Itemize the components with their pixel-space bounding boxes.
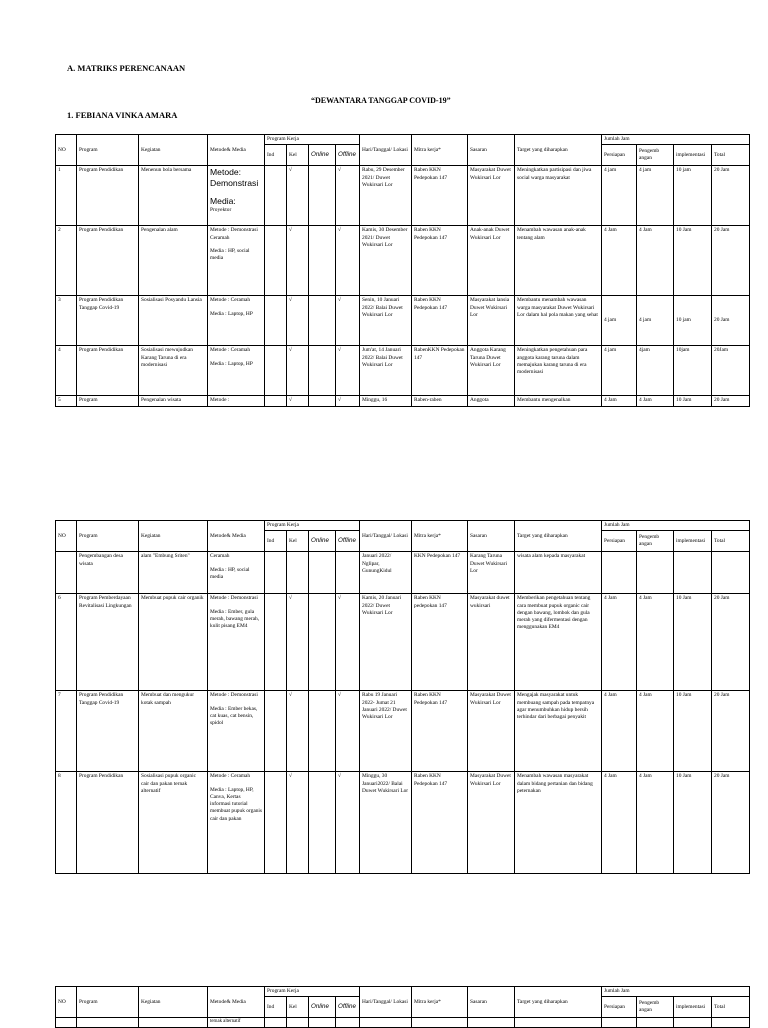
cell-offline: √: [336, 594, 360, 691]
metode-text: Metode : Demonstrasi: [210, 595, 258, 602]
cell-total: 20 Jam: [712, 166, 750, 226]
header-program-kerja: Program Kerja: [265, 135, 360, 145]
cell-sasaran: Anggota: [468, 396, 515, 407]
header-no: NO: [56, 521, 77, 552]
header-kel: Kel: [287, 145, 309, 166]
cell-total: 20 Jam: [712, 594, 750, 691]
cell-implementasi: 10 Jam: [674, 772, 712, 874]
cell-offline: √: [336, 296, 360, 346]
header-pengembangan: Pengemb angan: [637, 531, 674, 552]
cell-mitra: Raben KKN Pedepokan 147: [412, 166, 468, 226]
cell-no: 3: [56, 296, 77, 346]
cell-implementasi: [674, 552, 712, 594]
cell-sasaran: Karang Taruna Duwet Wukirsari Lor: [468, 552, 515, 594]
cell-sasaran: Anggota Karang Taruna Duwet Wukirsari Lor: [468, 346, 515, 396]
media-detail: Proyektor: [210, 206, 232, 213]
cell-kel: √: [287, 691, 309, 772]
cell-online: [309, 296, 336, 346]
cell-persiapan: 4 Jam: [602, 594, 637, 691]
cell-metode: [208, 346, 265, 396]
cell-total: 20 Jam: [712, 396, 750, 407]
metode-text: Metode : Ceramah: [210, 297, 251, 304]
cell-ind: [265, 552, 287, 594]
header-program: Program: [77, 521, 139, 552]
cell-kel: √: [287, 296, 309, 346]
cell-target: Meningkatkan pengetahuan para anggota karang taruna dalam memajukan karang taruna di era modernisasi: [515, 346, 602, 396]
header-hari: Hari/Tanggal/ Lokasi: [360, 135, 412, 166]
cell-kegiatan: Membuat pupuk cair organik: [139, 594, 208, 691]
header-total: Total: [712, 531, 750, 552]
cell-mitra: Raben-raben: [412, 396, 468, 407]
cell-no: 4: [56, 346, 77, 396]
cell-kegiatan: Sosialisasi mewujudkan Karang Taruna di era modernisasi: [139, 346, 208, 396]
cell-online: [309, 396, 336, 407]
cell-target: Menambah wawasan anak-anak tentang alam: [515, 226, 602, 296]
cell-ind: [265, 346, 287, 396]
header-hari: Hari/Tanggal/ Lokasi: [360, 987, 412, 1018]
cell-mitra: KKN Pedepokan 147: [412, 552, 468, 594]
cell-pengembangan: 4 Jam: [637, 772, 674, 874]
cell-ind: [265, 594, 287, 691]
cell-total: [712, 552, 750, 594]
cell-hari: Kamis, 20 Januari 2022/ Duwet Wukirsari Lor: [360, 594, 412, 691]
cell-program: Program Pendidikan: [77, 772, 139, 874]
media-text: Media : Laptop, HP, Canva, Kertas informasi tutorial membuat pupuk organis cair dan pakan: [210, 786, 263, 822]
cell-persiapan: 4 jam: [602, 346, 637, 396]
cell-program: Program Pendidikan Tanggap Covid-19: [77, 296, 139, 346]
cell-mitra: Raben KKN Pedepokan 147: [412, 226, 468, 296]
header-metode: Metode& Media: [208, 521, 265, 552]
cell-target: Membantu menambah wawasan warga masyarakat Duwet Wukirsari Lor dalam hal pola makan yang sehat: [515, 296, 602, 346]
header-kegiatan: Kegiatan: [139, 135, 208, 166]
cell-implementasi: 10 Jam: [674, 594, 712, 691]
cell-target: wisata alam kepada masyarakat: [515, 552, 602, 594]
cell-metode: [208, 296, 265, 346]
header-total: Total: [712, 997, 750, 1018]
header-ind: Ind: [265, 997, 287, 1018]
header-online: Online: [309, 997, 336, 1018]
header-metode: Metode& Media: [208, 987, 265, 1018]
cell-total: 20Jam: [712, 346, 750, 396]
cell-online: [309, 772, 336, 874]
cell-kegiatan: Pengenalan wisata: [139, 396, 208, 407]
media-text: Media : Laptop, HP: [210, 360, 253, 367]
metode-text: Metode : Ceramah: [210, 773, 251, 780]
cell-online: [309, 346, 336, 396]
cell-pengembangan: 4 Jam: [637, 691, 674, 772]
cell-online: [309, 691, 336, 772]
cell-kegiatan: Membuat dan mengukur kotak sampah: [139, 691, 208, 772]
cell-program: Pengembangan desa wisata: [77, 552, 139, 594]
cell-mitra: Raben KKN Pedepokan 147: [412, 691, 468, 772]
cell-persiapan: 4 jam: [602, 166, 637, 226]
cell-total: 20 Jam: [712, 691, 750, 772]
table-row: [56, 226, 750, 296]
header-online: Online: [309, 531, 336, 552]
cell-hari: Senin, 10 Januari 2022/ Balai Duwet Wukirsari Lor: [360, 296, 412, 346]
cell-metode: [208, 166, 265, 226]
person-heading: 1. FEBIANA VINKA AMARA: [67, 110, 178, 120]
cell-offline: √: [336, 691, 360, 772]
cell-total: 20 Jam: [712, 772, 750, 874]
cell-pengembangan: 4 Jam: [637, 594, 674, 691]
cell-program: Program Pemberdayaan Revitalisasi Lingkungan: [77, 594, 139, 691]
header-kegiatan: Kegiatan: [139, 987, 208, 1018]
cell-kel: √: [287, 166, 309, 226]
header-online: Online: [309, 145, 336, 166]
cell-program: Program: [77, 396, 139, 407]
cell-kel: √: [287, 772, 309, 874]
cell-no: 7: [56, 691, 77, 772]
cell-sasaran: Masyarakat Duwet Wukirsari Lor: [468, 691, 515, 772]
cell-hari: Rabu, 29 Desember 2021/ Duwet Wukirsari Lor: [360, 166, 412, 226]
cell-persiapan: 4 Jam: [602, 226, 637, 296]
header-mitra: Mitra kerja*: [412, 135, 468, 166]
cell-program: Program Pendidikan: [77, 346, 139, 396]
cell-offline: √: [336, 226, 360, 296]
cell-offline: √: [336, 166, 360, 226]
header-implementasi: implementasi: [674, 531, 712, 552]
cell-kegiatan: Sosialisasi pupuk organic cair dan pakan ternak alternatif: [139, 772, 208, 874]
cell-hari: Januari 2022/ Nglipar, GunungKidul: [360, 552, 412, 594]
cell-implementasi: 10 Jam: [674, 396, 712, 407]
cell-kegiatan: alam "Embung Sriten": [139, 552, 208, 594]
cell-no: 8: [56, 772, 77, 874]
document-title: “DEWANTARA TANGGAP COVID-19”: [311, 96, 451, 105]
cell-ind: [265, 691, 287, 772]
metode-text: Metode : Ceramah: [210, 347, 251, 354]
cell-ind: [265, 296, 287, 346]
header-jumlah-jam: Jumlah Jam: [602, 521, 750, 531]
table-row: [56, 346, 750, 396]
cell-ind: [265, 772, 287, 874]
cell-kegiatan: Pengenalan alam: [139, 226, 208, 296]
header-metode: Metode& Media: [208, 135, 265, 166]
cell-sasaran: Masyarakat Duwet Wukirsari Lor: [468, 166, 515, 226]
header-kel: Kel: [287, 997, 309, 1018]
table-row: [56, 296, 750, 346]
cell-sasaran: Masyarakat duwet wukirsari: [468, 594, 515, 691]
media-text: Media : Laptop, HP: [210, 310, 253, 317]
header-sasaran: Sasaran: [468, 521, 515, 552]
cell-implementasi: 10 Jam: [674, 691, 712, 772]
header-pengembangan: Pengemb angan: [637, 145, 674, 166]
cell-pengembangan: 4 jam: [637, 296, 674, 346]
cell-ind: [265, 396, 287, 407]
cell-total: 20 Jam: [712, 226, 750, 296]
header-ind: Ind: [265, 531, 287, 552]
cell-offline: √: [336, 772, 360, 874]
cell-metode: [208, 594, 265, 691]
header-target: Target yang diharapkan: [515, 135, 602, 166]
header-mitra: Mitra kerja*: [412, 521, 468, 552]
cell-ind: [265, 226, 287, 296]
header-pengembangan: Pengemb angan: [637, 997, 674, 1018]
cell-no: 6: [56, 594, 77, 691]
cell-kel: √: [287, 226, 309, 296]
header-sasaran: Sasaran: [468, 987, 515, 1018]
media-text: Media : Ember, gula merah, bawang merah, kulit pisang EM4: [210, 608, 260, 630]
header-ind: Ind: [265, 145, 287, 166]
header-program-kerja: Program Kerja: [265, 987, 360, 997]
cell-persiapan: [602, 552, 637, 594]
cell-program: Program Pendidikan Tanggap Covid-19: [77, 691, 139, 772]
header-jumlah-jam: Jumlah Jam: [602, 987, 750, 997]
cell-hari: Kamis, 30 Desember 2021/ Duwet Wukirsari Lor: [360, 226, 412, 296]
cell-metode: [208, 691, 265, 772]
cell-implementasi: 10jam: [674, 346, 712, 396]
header-offline: Offline: [336, 997, 360, 1018]
cell-persiapan: 4 Jam: [602, 772, 637, 874]
cell-online: [309, 594, 336, 691]
cell-online: [309, 166, 336, 226]
header-offline: Offline: [336, 531, 360, 552]
header-persiapan: Persiapan: [602, 145, 637, 166]
media-text: Media : HP, social media: [210, 247, 250, 262]
header-program: Program: [77, 135, 139, 166]
table-row: [56, 691, 750, 772]
cell-pengembangan: [637, 552, 674, 594]
cell-mitra: RabenKKN Pedepokan 147: [412, 346, 468, 396]
cell-target: Meningkatkan partisipasi dan jiwa social warga masyarakat: [515, 166, 602, 226]
header-no: NO: [56, 987, 77, 1018]
table-row: [56, 552, 750, 594]
cell-implementasi: 10 jam: [674, 166, 712, 226]
header-offline: Offline: [336, 145, 360, 166]
cell-ind: [265, 166, 287, 226]
cell-persiapan: 4 jam: [602, 296, 637, 346]
metode-text: Metode: Demonstrasi: [210, 167, 259, 189]
cell-implementasi: 10 Jam: [674, 226, 712, 296]
metode-text: Metode : Demonstrasi Ceramah: [210, 227, 258, 241]
cell-program: Program Pendidikan: [77, 166, 139, 226]
cell-offline: √: [336, 346, 360, 396]
header-implementasi: implementasi: [674, 997, 712, 1018]
cell-pengembangan: 4jam: [637, 346, 674, 396]
media-text: Media:: [210, 195, 236, 206]
cell-online: [309, 552, 336, 594]
cell-persiapan: 4 Jam: [602, 396, 637, 407]
cell-kegiatan: Menenun bola bersama: [139, 166, 208, 226]
table-row: [56, 1018, 750, 1028]
table-row: [56, 772, 750, 874]
cell-no: 1: [56, 166, 77, 226]
cell-online: [309, 226, 336, 296]
cell-pengembangan: 4 Jam: [637, 226, 674, 296]
cell-mitra: Raben KKN pedepokan 147: [412, 594, 468, 691]
header-implementasi: implementasi: [674, 145, 712, 166]
header-persiapan: Persiapan: [602, 531, 637, 552]
cell-no: [56, 552, 77, 594]
cell-hari: Jum'at, 14 Januari 2022/ Balai Duwet Wukirsari Lor: [360, 346, 412, 396]
cell-program: Program Pendidikan: [77, 226, 139, 296]
cell-metode: [208, 772, 265, 874]
header-mitra: Mitra kerja*: [412, 987, 468, 1018]
header-sasaran: Sasaran: [468, 135, 515, 166]
cell-sasaran: Masyarakat Duwet Wukirsari Lor: [468, 772, 515, 874]
cell-target: Menambah wawasan masyarakat dalam bidang pertanian dan bidang peternakan: [515, 772, 602, 874]
planning-matrix-page-2: [55, 520, 750, 874]
cell-implementasi: 10 jam: [674, 296, 712, 346]
cell-metode: [208, 552, 265, 594]
cell-pengembangan: 4 Jam: [637, 396, 674, 407]
cell-metode: ternak alternatif: [208, 1018, 265, 1028]
planning-matrix-page-1: [55, 134, 750, 407]
table-row: [56, 166, 750, 226]
section-heading: A. MATRIKS PERENCANAAN: [67, 63, 186, 73]
cell-kel: [287, 552, 309, 594]
cell-mitra: Raben KKN Pedepokan 147: [412, 772, 468, 874]
cell-offline: √: [336, 396, 360, 407]
cell-metode: Metode :: [208, 396, 265, 407]
cell-persiapan: 4 Jam: [602, 691, 637, 772]
metode-text: Ceramah: [210, 553, 230, 560]
cell-target: Mengajak masyarakat untuk membuang sampah pada tempatnya agar menumbuhkan hidup bersih terhindar dari berbagai penyakit: [515, 691, 602, 772]
cell-metode: [208, 226, 265, 296]
header-program-kerja: Program Kerja: [265, 521, 360, 531]
cell-no: 5: [56, 396, 77, 407]
table-row: [56, 396, 750, 407]
cell-hari: Minggu, 30 Januari2022/ Balai Duwet Wukirsari Lor: [360, 772, 412, 874]
cell-hari: Rabu 19 Januari 2022- Jumat 21 Januari 2022/ Duwet Wukirsari Lor: [360, 691, 412, 772]
header-kel: Kel: [287, 531, 309, 552]
metode-text: Metode : Demonstrasi: [210, 692, 258, 699]
cell-mitra: Raben KKN Pedepokan 147: [412, 296, 468, 346]
header-hari: Hari/Tanggal/ Lokasi: [360, 521, 412, 552]
header-total: Total: [712, 145, 750, 166]
cell-target: Membantu mengenalkan: [515, 396, 602, 407]
cell-no: 2: [56, 226, 77, 296]
cell-sasaran: Anak-anak Duwet Wukirsari Lor: [468, 226, 515, 296]
cell-target: Memberikan pengetahuan tentang cara membuat pupuk organic cair dengan bawang, lombok dan gula merah yang difermentasi dengan menggunakan EM4: [515, 594, 602, 691]
header-jumlah-jam: Jumlah Jam: [602, 135, 750, 145]
cell-kel: √: [287, 396, 309, 407]
media-text: Media : Ember bekas, cat kuas, cat bensin, spidol: [210, 705, 258, 727]
cell-hari: Minggu, 16: [360, 396, 412, 407]
header-persiapan: Persiapan: [602, 997, 637, 1018]
cell-offline: [336, 552, 360, 594]
header-no: NO: [56, 135, 77, 166]
cell-total: 20 Jam: [712, 296, 750, 346]
table-row: [56, 594, 750, 691]
cell-kegiatan: Sosialisasi Posyandu Lansia: [139, 296, 208, 346]
cell-sasaran: Masyarakat lansia Duwet Wukirsari Lor: [468, 296, 515, 346]
header-program: Program: [77, 987, 139, 1018]
header-kegiatan: Kegiatan: [139, 521, 208, 552]
cell-kel: √: [287, 594, 309, 691]
cell-kel: √: [287, 346, 309, 396]
planning-matrix-page-3: [55, 986, 750, 1028]
cell-pengembangan: 4 jam: [637, 166, 674, 226]
media-text: Media : HP, social media: [210, 566, 250, 580]
header-target: Target yang diharapkan: [515, 521, 602, 552]
header-target: Target yang diharapkan: [515, 987, 602, 1018]
